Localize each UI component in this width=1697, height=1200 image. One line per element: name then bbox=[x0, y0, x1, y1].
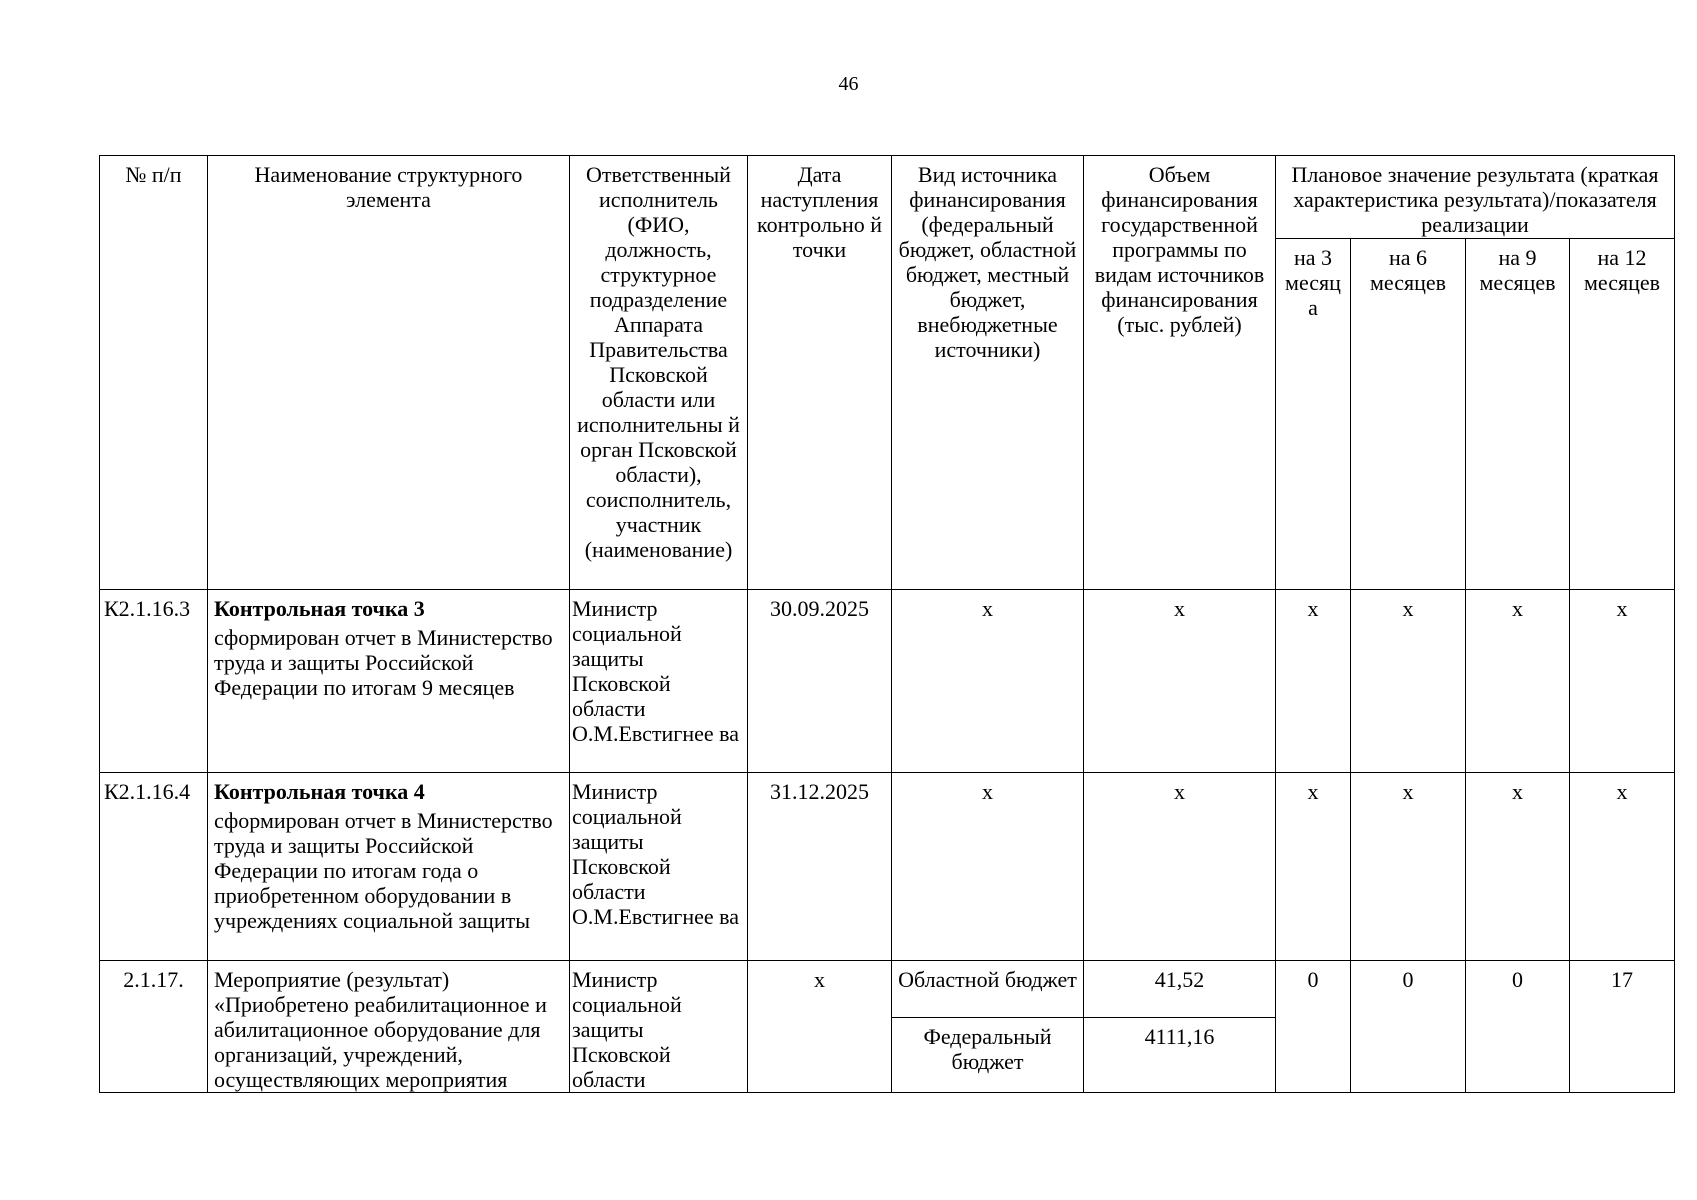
source-cell: Областной бюджет bbox=[892, 961, 1084, 1018]
table-row bbox=[100, 773, 1675, 961]
control-point-title: Контрольная точка 3 bbox=[214, 596, 425, 621]
table-row bbox=[100, 961, 1675, 1018]
header-month-6: на 6 месяцев bbox=[1351, 239, 1466, 590]
source-cell: х bbox=[892, 590, 1084, 773]
responsible-cell: Министр социальной защиты Псковской области О.М.Евстигнее ва bbox=[570, 590, 748, 773]
header-row-top bbox=[100, 156, 1675, 239]
header-month-9: на 9 месяцев bbox=[1466, 239, 1570, 590]
volume-cell: х bbox=[1084, 590, 1276, 773]
month-6-cell: х bbox=[1351, 590, 1466, 773]
source-cell: Федеральный бюджет bbox=[892, 1018, 1084, 1093]
header-num: № п/п bbox=[100, 156, 208, 590]
month-6-cell: х bbox=[1351, 773, 1466, 961]
header-month-3: на 3 месяц а bbox=[1276, 239, 1351, 590]
month-9-cell: 0 bbox=[1466, 961, 1570, 1093]
responsible-cell: Министр социальной защиты Псковской области bbox=[570, 961, 748, 1093]
control-point-title: Контрольная точка 4 bbox=[214, 779, 425, 804]
month-3-cell: х bbox=[1276, 773, 1351, 961]
row-number: 2.1.17. bbox=[100, 961, 208, 1093]
date-cell: 30.09.2025 bbox=[748, 590, 892, 773]
control-point-description: сформирован отчет в Министерство труда и защиты Российской Федерации по итогам 9 месяцев bbox=[214, 625, 553, 700]
month-6-cell: 0 bbox=[1351, 961, 1466, 1093]
header-volume: Объем финансирования государственной программы по видам источников финансирования (тыс. рублей) bbox=[1084, 156, 1276, 590]
responsible-cell: Министр социальной защиты Псковской области О.М.Евстигнее ва bbox=[570, 773, 748, 961]
header-source: Вид источника финансирования (федеральный бюджет, областной бюджет, местный бюджет, внебюджетные источники) bbox=[892, 156, 1084, 590]
source-cell: х bbox=[892, 773, 1084, 961]
date-cell: х bbox=[748, 961, 892, 1093]
date-cell: 31.12.2025 bbox=[748, 773, 892, 961]
volume-cell: 41,52 bbox=[1084, 961, 1276, 1018]
table-row bbox=[100, 590, 1675, 773]
structural-element-cell: Мероприятие (результат) «Приобретено реабилитационное и абилитационное оборудование для организаций, учреждений, осуществляющих мероприятия bbox=[208, 961, 570, 1093]
month-12-cell: 17 bbox=[1570, 961, 1675, 1093]
header-month-12: на 12 месяцев bbox=[1570, 239, 1675, 590]
row-number: К2.1.16.3 bbox=[100, 590, 208, 773]
row-number: К2.1.16.4 bbox=[100, 773, 208, 961]
header-name: Наименование структурного элемента bbox=[208, 156, 570, 590]
header-date: Дата наступления контрольно й точки bbox=[748, 156, 892, 590]
volume-cell: х bbox=[1084, 773, 1276, 961]
month-9-cell: х bbox=[1466, 773, 1570, 961]
volume-cell: 4111,16 bbox=[1084, 1018, 1276, 1093]
month-3-cell: 0 bbox=[1276, 961, 1351, 1093]
month-9-cell: х bbox=[1466, 590, 1570, 773]
control-point-description: сформирован отчет в Министерство труда и защиты Российской Федерации по итогам года о приобретенном оборудовании в учреждениях социальной защиты bbox=[214, 808, 553, 933]
header-responsible: Ответственный исполнитель (ФИО, должность, структурное подразделение Аппарата Правительства Псковской области или исполнительны й орган Псковской области), соисполнитель, участник (наименование) bbox=[570, 156, 748, 590]
month-12-cell: х bbox=[1570, 773, 1675, 961]
page-number: 46 bbox=[838, 73, 859, 95]
structural-element-cell bbox=[208, 590, 570, 773]
month-12-cell: х bbox=[1570, 590, 1675, 773]
header-plan: Плановое значение результата (краткая характеристика результата)/показателя реализации bbox=[1276, 156, 1675, 239]
structural-element-cell bbox=[208, 773, 570, 961]
control-points-table bbox=[99, 155, 1675, 1093]
month-3-cell: х bbox=[1276, 590, 1351, 773]
